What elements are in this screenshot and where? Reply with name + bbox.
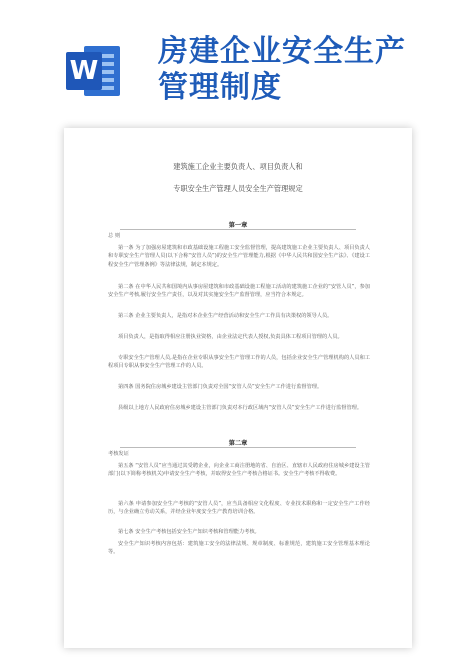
article-2: 第二条 在中华人民共和国境内从事房屋建筑和市政基础设施工程施工活动的建筑施工企业的“安管人员”，参加安全生产考核,履行安全生产责任，以及对其实施安全生产监督管理，应当符合本规定。 <box>108 284 370 299</box>
article-7-paragraph-2: 安全生产知识考核内容包括：建筑施工安全的法律法规、规章制度、标准规范，建筑施工安全管理基本理论等。 <box>108 541 370 556</box>
banner <box>0 0 474 128</box>
article-3: 第三条 企业主要负责人，是指对本企业生产经营活动和安全生产工作具有决策权的领导人员。 <box>118 313 333 319</box>
title-line-1: 房建企业安全生产 <box>158 34 406 69</box>
page-title <box>158 34 458 106</box>
chapter-1-heading: 第一章 <box>228 222 248 229</box>
document-heading-line-2: 专职安全生产管理人员安全生产管理规定 <box>173 184 303 193</box>
article-7: 第七条 安全生产考核包括安全生产知识考核和管理能力考核。 <box>118 529 260 535</box>
document-preview <box>64 128 412 648</box>
article-3-paragraph-3: 专职安全生产管理人员,是指在企业专职从事安全生产管理工作的人员，包括企业安全生产管理机构的人员和工程项目专职从事安全生产管理工作的人员。 <box>108 355 370 370</box>
word-icon <box>66 46 120 96</box>
article-5: 第五条 “安管人员”应当通过其受聘企业，向企业工商注册地的省、自治区、直辖市人民政府住房城乡建设主管部门(以下简称考核机关)申请安全生产考核，并取得安全生产考核合格证书。安全生产考核不得收费。 <box>108 463 370 478</box>
chapter-1-title: 总 则 <box>108 233 121 239</box>
chapter-divider <box>120 447 356 448</box>
article-1: 第一条 为了加强房屋建筑和市政基础设施工程施工安全监督管理，提高建筑施工企业主要负责人、项目负责人和专职安全生产管理人员(以下合称“安管人员”)的安全生产管理能力,根据《中华人民共和国安全生产法》、《建设工程安全生产管理条例》等法律法规，制定本规定。 <box>108 245 370 268</box>
chapter-2-heading: 第二章 <box>228 440 248 447</box>
article-6: 第六条 申请参加安全生产考核的“安管人员”，应当具备相应文化程度、专业技术职称和一定安全生产工作经历，与企业确立劳动关系，并经企业年度安全生产教育培训合格。 <box>108 501 370 516</box>
article-4: 第四条 国务院住房城乡建设主管部门负责对全国“安管人员”安全生产工作进行监督管理。 <box>118 384 323 390</box>
document-heading-line-1: 建筑施工企业主要负责人、项目负责人和 <box>173 162 303 171</box>
article-3-paragraph-2: 项目负责人，是指取得相应注册执业资格，由企业法定代表人授权,负责具体工程项目管理的人员。 <box>118 334 343 340</box>
title-line-2: 管理制度 <box>158 70 282 105</box>
article-4-paragraph-2: 县级以上地方人民政府住房城乡建设主管部门负责对本行政区域内“安管人员”安全生产工作进行监督管理。 <box>118 405 363 411</box>
chapter-2-title: 考核发证 <box>108 451 129 457</box>
word-icon-letter: W <box>66 52 102 90</box>
chapter-divider <box>120 229 356 230</box>
